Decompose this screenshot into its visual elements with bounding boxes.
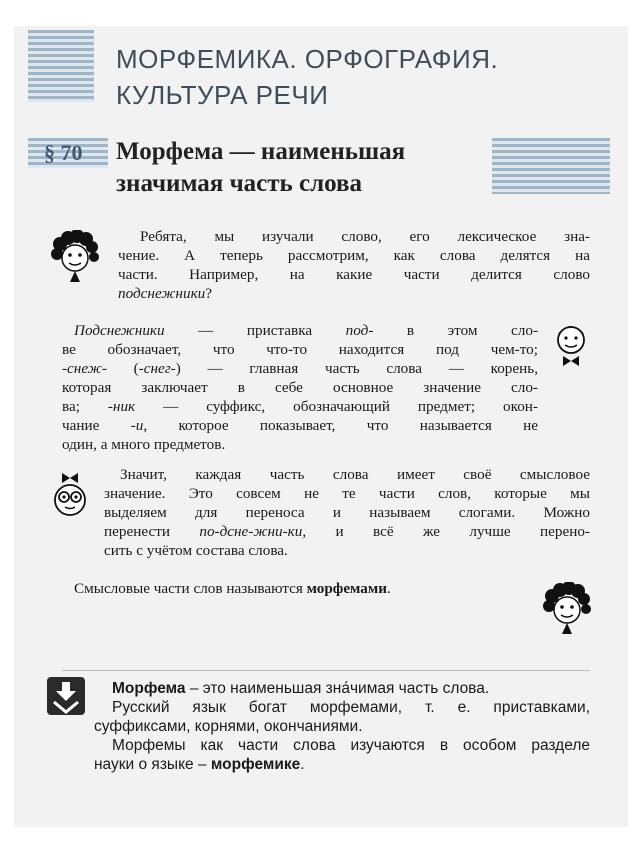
- p2-line2: ве обозначает, что что-то находится под чем-то;: [62, 341, 538, 358]
- rule-divider: [62, 670, 590, 671]
- rule-arrow-icon: [46, 676, 86, 716]
- boy-character-icon: [551, 320, 591, 370]
- p2-line7: один, а много предметов.: [62, 436, 226, 453]
- girl-character-icon: [48, 230, 102, 284]
- rule-line1: Морфема – это наименьшая зна́чимая часть слова.: [112, 680, 490, 697]
- chapter-title-line2: КУЛЬТУРА РЕЧИ: [116, 80, 329, 110]
- rule-line4: Морфемы как части слова изучаются в особом разделе: [112, 737, 590, 754]
- girl-character-right-icon: [540, 582, 594, 636]
- p3-line3: выделяем для переноса и называем слогами. Можно: [104, 504, 590, 521]
- p2-line1: Подснежники — приставка под- в этом сло-: [74, 322, 539, 339]
- chapter-title-line1: МОРФЕМИКА. ОРФОГРАФИЯ.: [116, 44, 499, 74]
- p1-line3: части. Например, на какие части делится слово: [118, 266, 590, 283]
- p1-line4: подснежники?: [118, 285, 213, 302]
- p2-line3: -снеж- (-снег-) — главная часть слова — корень,: [62, 360, 538, 377]
- p1-line1: Ребята, мы изучали слово, его лексическое зна-: [140, 228, 590, 245]
- p3-line2: значение. Это совсем не те части слов, которые мы: [104, 485, 590, 502]
- p3-line5: сить с учётом состава слова.: [104, 542, 288, 559]
- p1-line2: чение. А теперь рассмотрим, как слова делятся на: [118, 247, 590, 264]
- p3-line4: перенести по-дсне-жни-ки, и всё же лучше перено-: [104, 523, 590, 540]
- p2-line5: ва; -ник — суффикс, обозначающий предмет; окон-: [62, 398, 538, 415]
- section-title-line1: Морфема — наименьшая: [116, 138, 406, 165]
- rule-line3: суффиксами, корнями, окончаниями.: [94, 718, 363, 735]
- section-number: § 70: [44, 140, 83, 165]
- section-title-line2: значимая часть слова: [116, 170, 363, 197]
- p3-line1: Значит, каждая часть слова имеет своё смысловое: [120, 466, 590, 483]
- p2-line4: которая заключает в себе основное значение сло-: [62, 379, 538, 396]
- p2-line6: чание -и, которое показывает, что называется не: [62, 417, 538, 434]
- header-stripe-decoration: [28, 30, 94, 102]
- section-stripe-right: [492, 138, 610, 194]
- girl-with-glasses-icon: [50, 470, 90, 520]
- summary-sentence: Смысловые части слов называются морфемами.: [74, 580, 391, 597]
- rule-line5: науки о языке – морфемике.: [94, 756, 305, 773]
- rule-line2: Русский язык богат морфемами, т. е. приставками,: [112, 699, 590, 716]
